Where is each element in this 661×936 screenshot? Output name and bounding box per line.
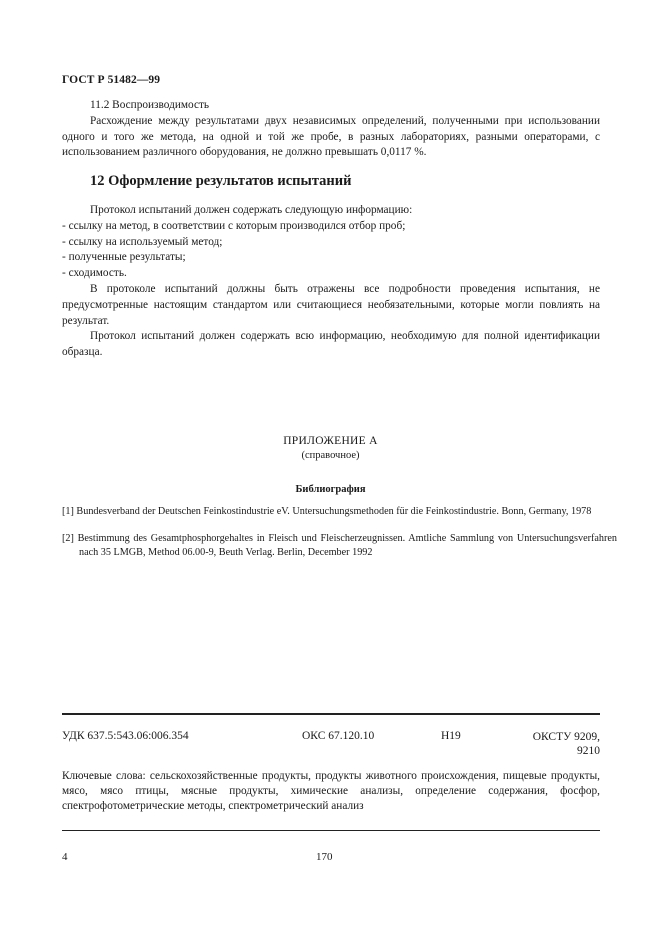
- footer-bottom-rule: [62, 830, 600, 831]
- page-number-center: 170: [316, 851, 333, 863]
- classification-code: Н19: [441, 730, 461, 742]
- list-item: - ссылку на используемый метод;: [62, 235, 223, 248]
- section-12-body: [62, 203, 600, 361]
- okstu-code: [510, 730, 600, 758]
- document-header: ГОСТ Р 51482—99: [62, 74, 161, 86]
- section-title: 12 Оформление результатов испытаний: [90, 173, 352, 189]
- oks-code: ОКС 67.120.10: [302, 730, 375, 742]
- udk-code: УДК 637.5:543.06:006.354: [62, 730, 189, 742]
- section-intro: Протокол испытаний должен содержать следующую информацию:: [90, 204, 413, 216]
- keywords: Ключевые слова: сельскохозяйственные продукты, продукты животного происхождения, пищевые продукты, мясо, мясо птицы, мясные продукты, химические анализы, определение содержания, фосфор, спектрофотометрические методы, спектрометрический анализ: [62, 770, 600, 813]
- page-number-left: 4: [62, 851, 68, 863]
- subsection-text: Расхождение между результатами двух независимых определений, полученными при использовании одного и того же метода, на одной и той же пробе, в разных лабораториях, разными операторами, с использованием различного оборудования, не должно превышать 0,0117 %.: [62, 114, 600, 159]
- bibliography-reference: [2] Bestimmung des Gesamtphosphorgehaltes in Fleisch und Fleischerzeugnissen. Amtliche Sammlung von Untersuchungsverfahren nach 35 LMGB, Method 06.00-9, Beuth Verlag. Berlin, December 1992: [62, 533, 617, 558]
- appendix-title: ПРИЛОЖЕНИЕ А: [283, 435, 378, 447]
- footer-top-rule: [62, 713, 600, 715]
- subsection-11-2: [62, 98, 600, 161]
- section-paragraph-2: Протокол испытаний должен содержать всю информацию, необходимую для полной идентификации образца.: [62, 330, 600, 359]
- bibliography-title: Библиография: [295, 484, 366, 495]
- bibliography-reference: [1] Bundesverband der Deutschen Feinkostindustrie eV. Untersuchungsmethoden für die Feinkostindustrie. Bonn, Germany, 1978: [62, 506, 592, 517]
- okstu-line-2: 9210: [577, 745, 600, 757]
- appendix-subtitle: (справочное): [301, 450, 360, 461]
- list-item: - сходимость.: [62, 267, 127, 280]
- list-item: - полученные результаты;: [62, 251, 186, 264]
- okstu-line-1: ОКСТУ 9209,: [532, 731, 600, 743]
- subsection-title: 11.2 Воспроизводимость: [90, 99, 210, 111]
- section-paragraph-1: В протоколе испытаний должны быть отражены все подробности проведения испытания, не предусмотренные настоящим стандартом или считающиеся необязательными, которые могли повлиять на результат.: [62, 282, 600, 327]
- list-item: - ссылку на метод, в соответствии с которым производился отбор проб;: [62, 219, 406, 232]
